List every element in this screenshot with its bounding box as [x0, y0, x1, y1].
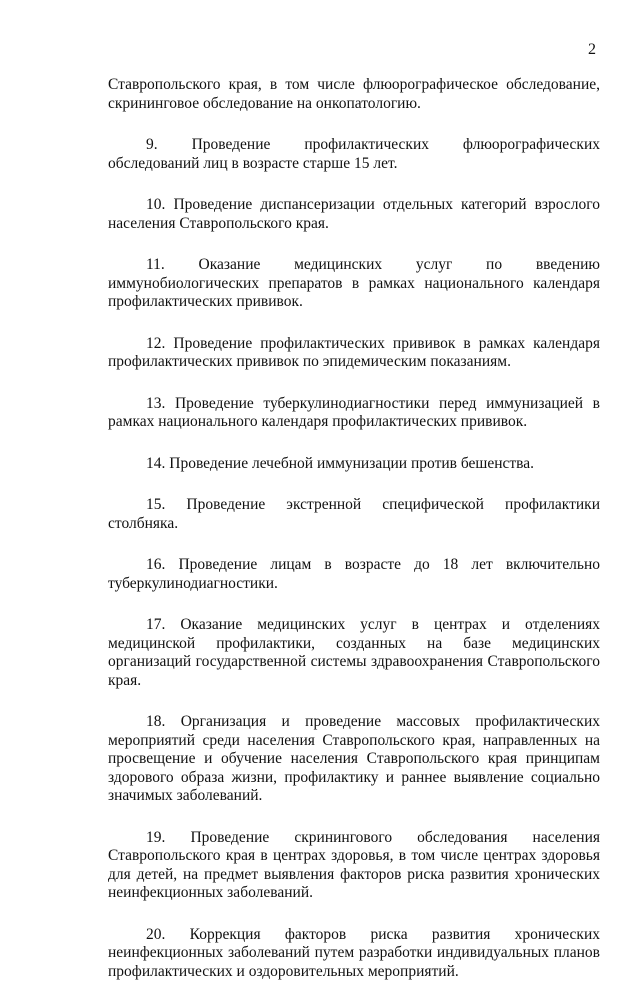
- document-body: [108, 76, 600, 1004]
- paragraph-item-12: 12. Проведение профилактических прививок в рамках календаря профилактических прививок по эпидемическим показаниям.: [108, 334, 600, 370]
- paragraph-item-16: 16. Проведение лицам в возрасте до 18 лет включительно туберкулинодиагностики.: [108, 556, 600, 592]
- paragraph-item-13: 13. Проведение туберкулинодиагностики перед иммунизацией в рамках национального календаря профилактических прививок.: [108, 394, 600, 430]
- paragraph-continuation: Ставропольского края, в том числе флюорографическое обследование, скрининговое обследование на онкопатологию.: [108, 76, 600, 112]
- paragraph-item-15: 15. Проведение экстренной специфической профилактики столбняка.: [108, 496, 600, 532]
- paragraph-item-17: 17. Оказание медицинских услуг в центрах и отделениях медицинской профилактики, созданных на базе медицинских организаций государственной системы здравоохранения Ставропольского края.: [108, 616, 600, 689]
- page-number: 2: [588, 41, 596, 58]
- paragraph-item-19: 19. Проведение скринингового обследования населения Ставропольского края в центрах здоровья, в том числе центрах здоровья для детей, на предмет выявления факторов риска развития хронических неинфекционных заболеваний.: [108, 828, 600, 901]
- paragraph-item-18: 18. Организация и проведение массовых профилактических мероприятий среди населения Ставропольского края, направленных на просвещение и обучение населения Ставропольского края принципам здорового образа жизни, профилактику и раннее выявление социально значимых заболеваний.: [108, 713, 600, 804]
- paragraph-item-10: 10. Проведение диспансеризации отдельных категорий взрослого населения Ставропольского края.: [108, 196, 600, 232]
- paragraph-item-11: 11. Оказание медицинских услуг по введению иммунобиологических препаратов в рамках национального календаря профилактических прививок.: [108, 256, 600, 310]
- paragraph-item-14: 14. Проведение лечебной иммунизации против бешенства.: [146, 454, 535, 472]
- paragraph-item-9: 9. Проведение профилактических флюорографических обследований лиц в возрасте старше 15 лет.: [108, 136, 600, 172]
- paragraph-item-20: 20. Коррекция факторов риска развития хронических неинфекционных заболеваний путем разработки индивидуальных планов профилактических и оздоровительных мероприятий.: [108, 925, 600, 980]
